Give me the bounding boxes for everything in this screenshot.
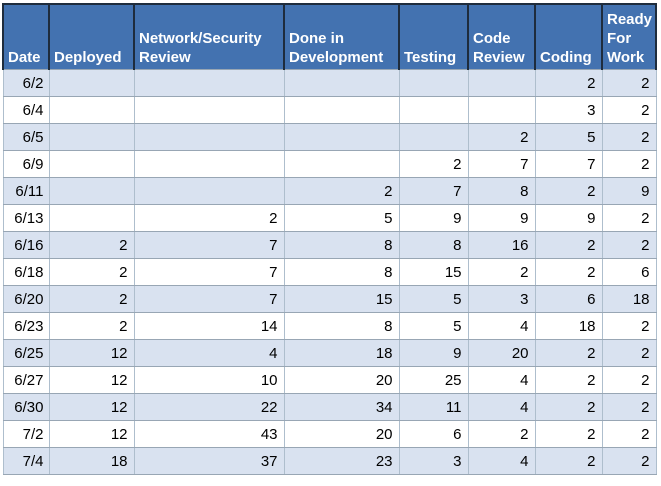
value-cell: 9 — [468, 205, 535, 232]
value-cell: 2 — [535, 178, 602, 205]
value-cell: 3 — [535, 97, 602, 124]
value-cell: 2 — [535, 70, 602, 97]
status-table — [2, 3, 657, 475]
table-row — [3, 178, 656, 205]
value-cell: 2 — [535, 340, 602, 367]
date-cell: 6/5 — [3, 124, 49, 151]
table-row — [3, 313, 656, 340]
value-cell: 2 — [602, 421, 656, 448]
value-cell — [284, 151, 399, 178]
value-cell: 2 — [602, 205, 656, 232]
value-cell: 4 — [468, 367, 535, 394]
date-cell: 6/13 — [3, 205, 49, 232]
table-body — [3, 70, 656, 475]
value-cell: 2 — [602, 394, 656, 421]
table-row — [3, 394, 656, 421]
value-cell: 37 — [134, 448, 284, 475]
value-cell: 8 — [284, 313, 399, 340]
value-cell: 2 — [602, 340, 656, 367]
value-cell: 7 — [535, 151, 602, 178]
value-cell: 4 — [468, 394, 535, 421]
table-row — [3, 340, 656, 367]
column-header-done-in-development: Done in Development — [284, 4, 399, 70]
value-cell: 23 — [284, 448, 399, 475]
value-cell — [49, 70, 134, 97]
value-cell — [399, 97, 468, 124]
value-cell: 6 — [535, 286, 602, 313]
value-cell: 2 — [284, 178, 399, 205]
value-cell: 7 — [134, 259, 284, 286]
value-cell: 3 — [399, 448, 468, 475]
value-cell: 2 — [134, 205, 284, 232]
value-cell: 2 — [602, 313, 656, 340]
value-cell: 9 — [602, 178, 656, 205]
value-cell: 10 — [134, 367, 284, 394]
value-cell: 2 — [49, 232, 134, 259]
value-cell: 18 — [49, 448, 134, 475]
value-cell: 6 — [399, 421, 468, 448]
value-cell: 3 — [468, 286, 535, 313]
table-row — [3, 421, 656, 448]
value-cell: 2 — [602, 151, 656, 178]
value-cell: 15 — [284, 286, 399, 313]
value-cell: 43 — [134, 421, 284, 448]
table-row — [3, 70, 656, 97]
value-cell — [399, 124, 468, 151]
value-cell: 2 — [535, 421, 602, 448]
date-cell: 6/23 — [3, 313, 49, 340]
value-cell: 7 — [468, 151, 535, 178]
column-header-date: Date — [3, 4, 49, 70]
value-cell — [134, 97, 284, 124]
value-cell: 4 — [468, 448, 535, 475]
value-cell: 2 — [535, 232, 602, 259]
value-cell: 5 — [399, 313, 468, 340]
value-cell: 12 — [49, 340, 134, 367]
value-cell: 8 — [468, 178, 535, 205]
value-cell: 6 — [602, 259, 656, 286]
value-cell: 12 — [49, 421, 134, 448]
value-cell: 2 — [535, 394, 602, 421]
value-cell — [134, 70, 284, 97]
value-cell — [134, 178, 284, 205]
column-header-testing: Testing — [399, 4, 468, 70]
value-cell — [284, 97, 399, 124]
value-cell: 5 — [535, 124, 602, 151]
value-cell: 2 — [602, 448, 656, 475]
date-cell: 6/30 — [3, 394, 49, 421]
value-cell: 2 — [535, 448, 602, 475]
value-cell: 2 — [602, 367, 656, 394]
value-cell: 2 — [602, 232, 656, 259]
value-cell: 34 — [284, 394, 399, 421]
value-cell: 2 — [49, 286, 134, 313]
value-cell: 7 — [134, 286, 284, 313]
date-cell: 7/2 — [3, 421, 49, 448]
value-cell: 20 — [284, 421, 399, 448]
value-cell: 18 — [284, 340, 399, 367]
value-cell: 9 — [399, 205, 468, 232]
column-header-ready-for-work: Ready For Work — [602, 4, 656, 70]
value-cell: 20 — [468, 340, 535, 367]
value-cell: 20 — [284, 367, 399, 394]
value-cell: 15 — [399, 259, 468, 286]
value-cell: 2 — [535, 259, 602, 286]
value-cell: 2 — [535, 367, 602, 394]
value-cell: 25 — [399, 367, 468, 394]
value-cell: 4 — [134, 340, 284, 367]
value-cell — [49, 151, 134, 178]
value-cell: 8 — [284, 232, 399, 259]
value-cell — [468, 70, 535, 97]
value-cell: 7 — [134, 232, 284, 259]
header-row — [3, 4, 656, 70]
value-cell — [49, 124, 134, 151]
column-header-deployed: Deployed — [49, 4, 134, 70]
table-row — [3, 367, 656, 394]
date-cell: 6/18 — [3, 259, 49, 286]
date-cell: 6/11 — [3, 178, 49, 205]
date-cell: 6/25 — [3, 340, 49, 367]
value-cell: 2 — [49, 313, 134, 340]
column-header-network-security-review: Network/Security Review — [134, 4, 284, 70]
value-cell: 18 — [535, 313, 602, 340]
value-cell: 2 — [602, 124, 656, 151]
value-cell: 2 — [49, 259, 134, 286]
value-cell — [284, 124, 399, 151]
value-cell — [399, 70, 468, 97]
value-cell: 11 — [399, 394, 468, 421]
value-cell: 18 — [602, 286, 656, 313]
table-row — [3, 151, 656, 178]
value-cell: 2 — [468, 259, 535, 286]
value-cell: 4 — [468, 313, 535, 340]
table-row — [3, 124, 656, 151]
table-row — [3, 286, 656, 313]
value-cell: 9 — [399, 340, 468, 367]
value-cell: 12 — [49, 367, 134, 394]
date-cell: 6/9 — [3, 151, 49, 178]
value-cell — [134, 151, 284, 178]
value-cell: 14 — [134, 313, 284, 340]
table-row — [3, 97, 656, 124]
table-row — [3, 205, 656, 232]
value-cell — [134, 124, 284, 151]
date-cell: 6/16 — [3, 232, 49, 259]
value-cell: 2 — [602, 70, 656, 97]
table-row — [3, 259, 656, 286]
value-cell: 5 — [284, 205, 399, 232]
column-header-coding: Coding — [535, 4, 602, 70]
value-cell: 12 — [49, 394, 134, 421]
date-cell: 6/2 — [3, 70, 49, 97]
value-cell: 2 — [399, 151, 468, 178]
table-row — [3, 232, 656, 259]
value-cell: 8 — [284, 259, 399, 286]
table-row — [3, 448, 656, 475]
value-cell — [284, 70, 399, 97]
date-cell: 6/27 — [3, 367, 49, 394]
value-cell: 9 — [535, 205, 602, 232]
value-cell: 2 — [602, 97, 656, 124]
date-cell: 7/4 — [3, 448, 49, 475]
value-cell: 22 — [134, 394, 284, 421]
value-cell: 2 — [468, 124, 535, 151]
value-cell: 7 — [399, 178, 468, 205]
value-cell: 8 — [399, 232, 468, 259]
column-header-code-review: Code Review — [468, 4, 535, 70]
status-table-container — [2, 3, 657, 475]
value-cell — [49, 97, 134, 124]
value-cell: 2 — [468, 421, 535, 448]
value-cell — [49, 205, 134, 232]
value-cell: 5 — [399, 286, 468, 313]
date-cell: 6/4 — [3, 97, 49, 124]
value-cell — [468, 97, 535, 124]
value-cell: 16 — [468, 232, 535, 259]
value-cell — [49, 178, 134, 205]
date-cell: 6/20 — [3, 286, 49, 313]
